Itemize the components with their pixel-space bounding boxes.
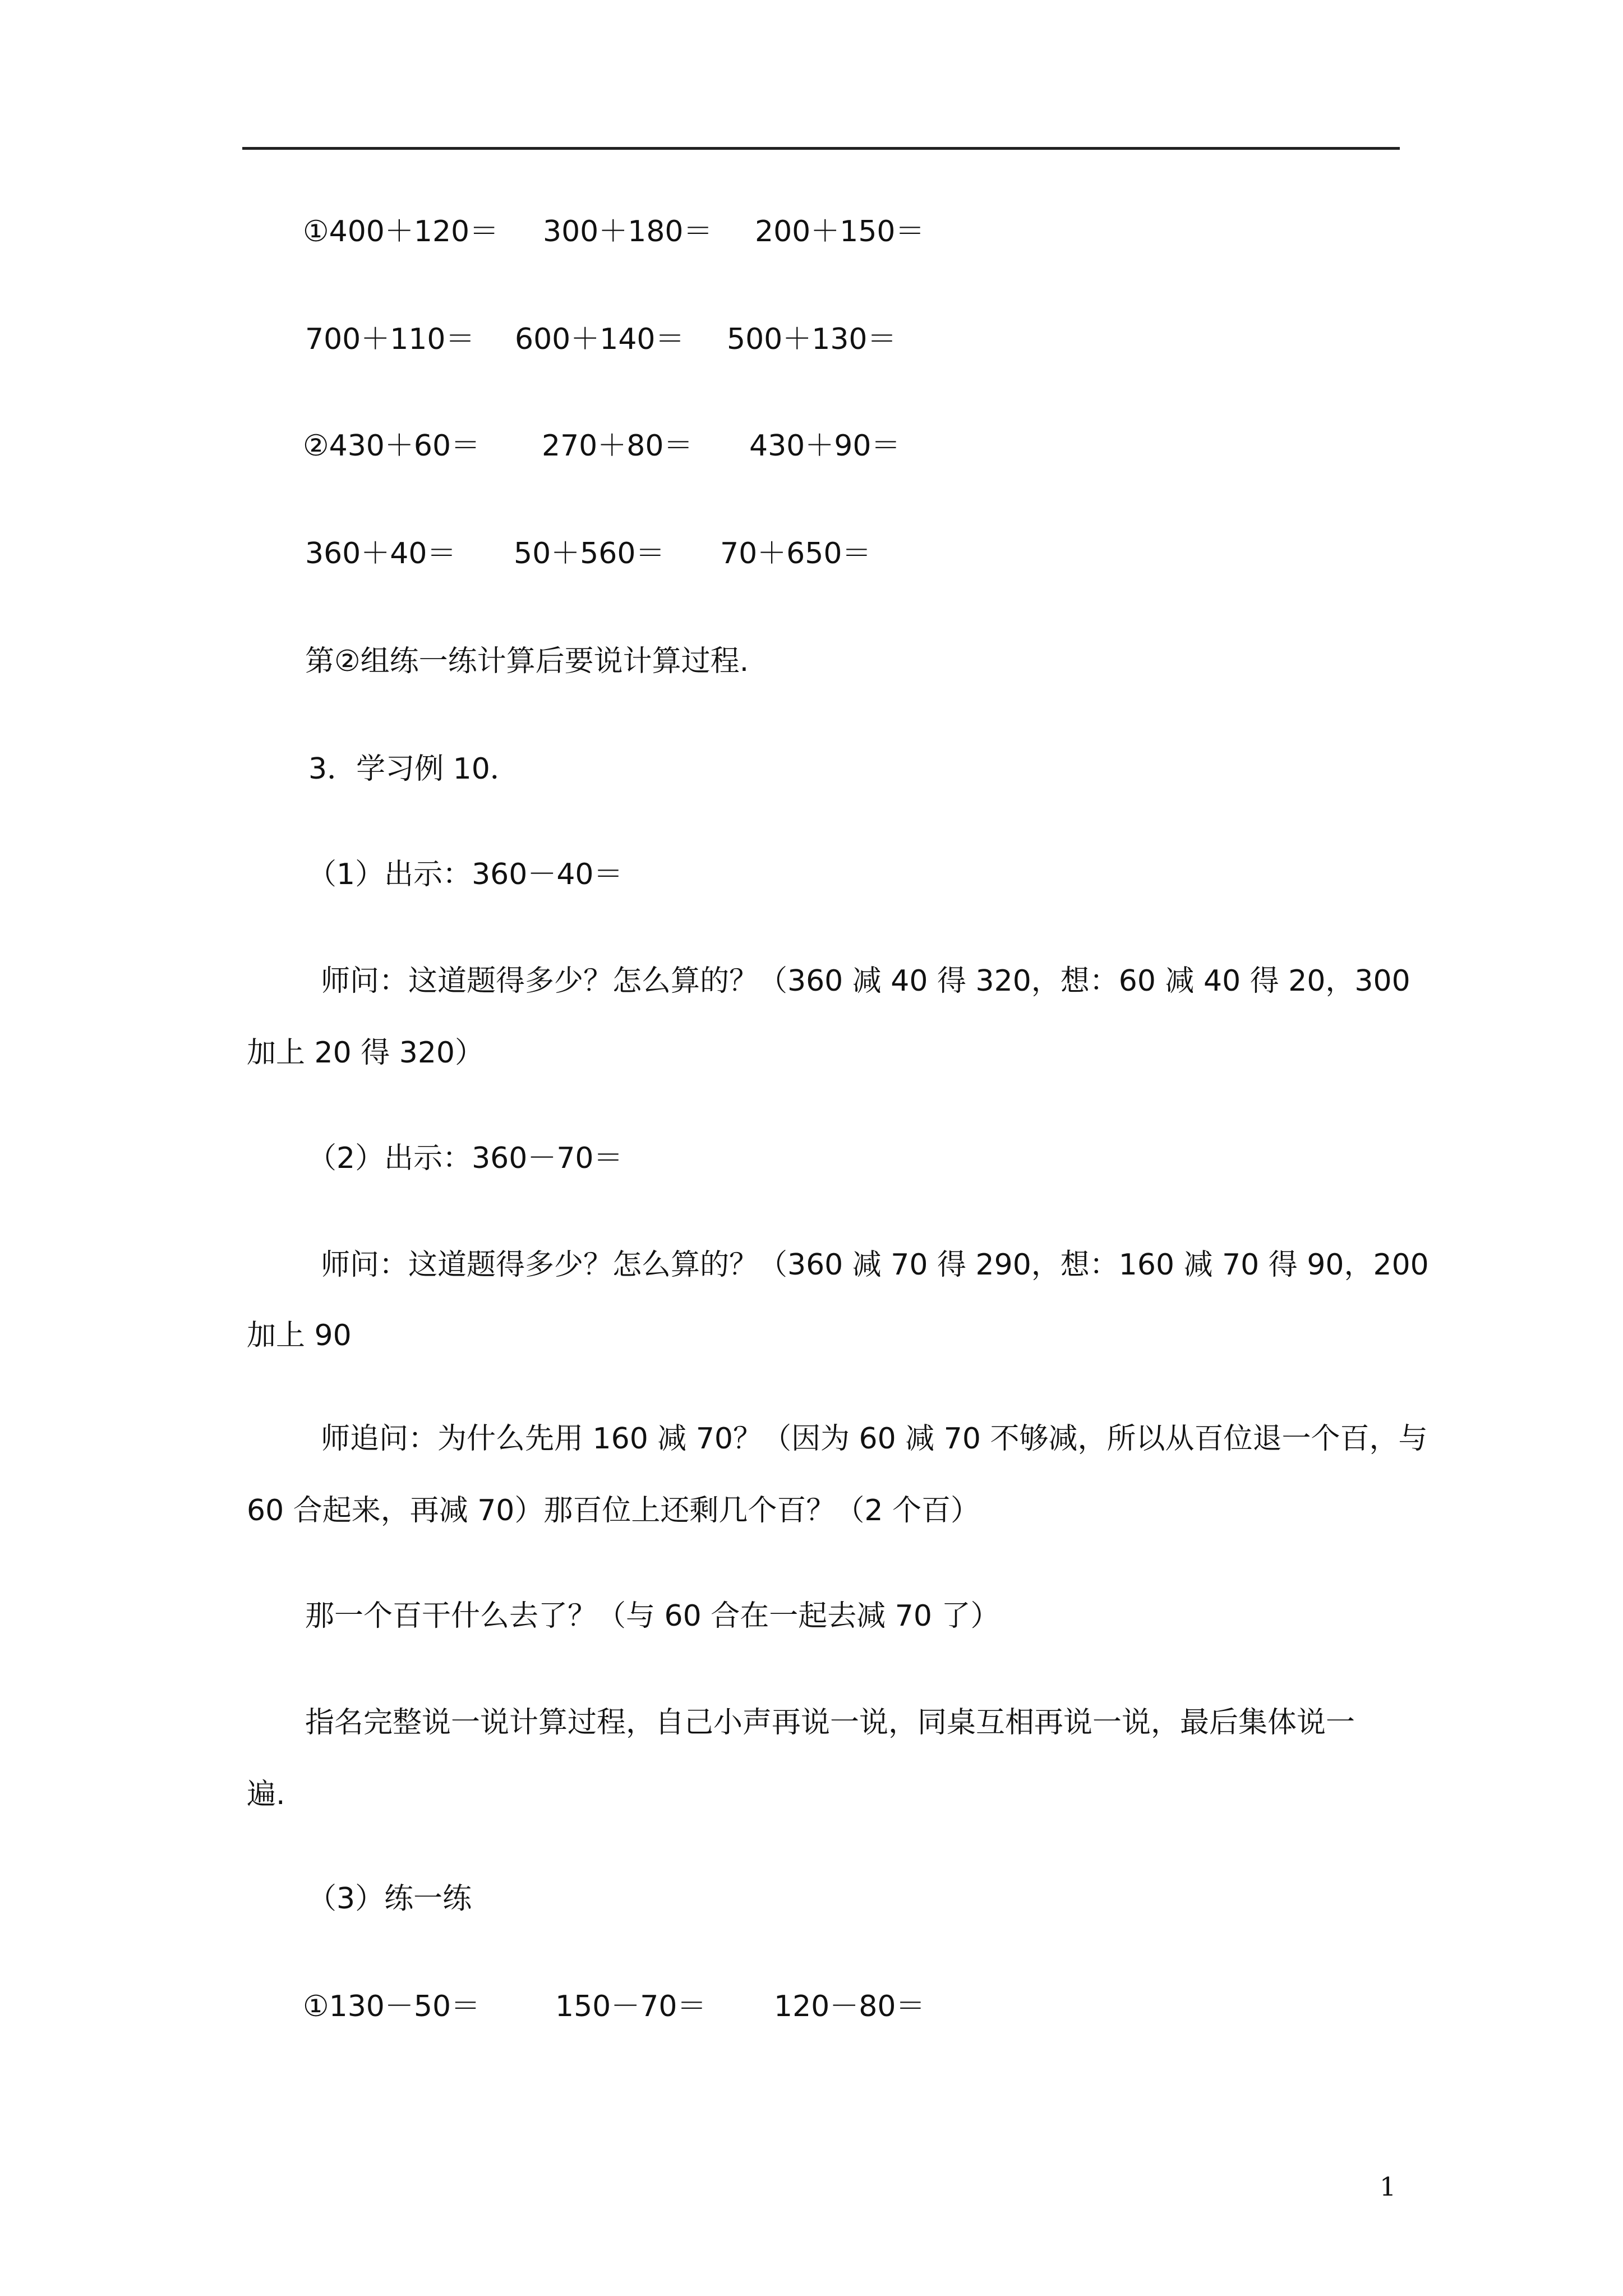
- paragraph-text: 加上 20 得 320）: [247, 1036, 485, 1070]
- equation: 120－80＝: [774, 1990, 925, 2023]
- paragraph-text: （2）出示：360－70＝: [307, 1142, 623, 1175]
- equation: ①130－50＝: [303, 1990, 481, 2023]
- paragraph-text: （1）出示：360－40＝: [307, 858, 623, 891]
- equation: 700＋110＝: [305, 323, 475, 356]
- page-number: 1: [1380, 2171, 1396, 2202]
- paragraph-text: 那一个百干什么去了？（与 60 合在一起去减 70 了）: [305, 1599, 1000, 1633]
- header-rule: [242, 147, 1400, 150]
- equation: 50＋560＝: [514, 537, 665, 570]
- paragraph-text: （3）练一练: [307, 1882, 472, 1916]
- paragraph-text: 师问：这道题得多少？怎么算的？（360 减 40 得 320，想：60 减 40 得 20，300: [321, 964, 1410, 998]
- paragraph-text: 师问：这道题得多少？怎么算的？（360 减 70 得 290，想：160 减 70 得 90，200: [321, 1248, 1429, 1282]
- equation: ②430＋60＝: [303, 429, 481, 463]
- paragraph-text: 加上 90: [247, 1319, 352, 1352]
- equation: 70＋650＝: [720, 537, 872, 570]
- equation: 500＋130＝: [727, 323, 897, 356]
- equation: 150－70＝: [555, 1990, 707, 2023]
- equation: 300＋180＝: [543, 215, 713, 249]
- equation: 200＋150＝: [755, 215, 925, 249]
- equation: 600＋140＝: [515, 323, 685, 356]
- paragraph-text: 60 合起来，再减 70）那百位上还剩几个百？（2 个百）: [247, 1494, 980, 1527]
- paragraph-text: 师追问：为什么先用 160 减 70？（因为 60 减 70 不够减，所以从百位退一个百，与: [321, 1422, 1428, 1456]
- paragraph-text: 第②组练一练计算后要说计算过程.: [305, 645, 749, 678]
- equation: 270＋80＝: [542, 429, 693, 463]
- equation: 360＋40＝: [305, 537, 457, 570]
- paragraph-text: 指名完整说一说计算过程，自己小声再说一说，同桌互相再说一说，最后集体说一: [305, 1706, 1355, 1740]
- paragraph-text: 遍.: [247, 1778, 285, 1811]
- heading-text: 3．学习例 10．: [308, 752, 519, 786]
- equation: 430＋90＝: [749, 429, 901, 463]
- equation: ①400＋120＝: [303, 215, 499, 249]
